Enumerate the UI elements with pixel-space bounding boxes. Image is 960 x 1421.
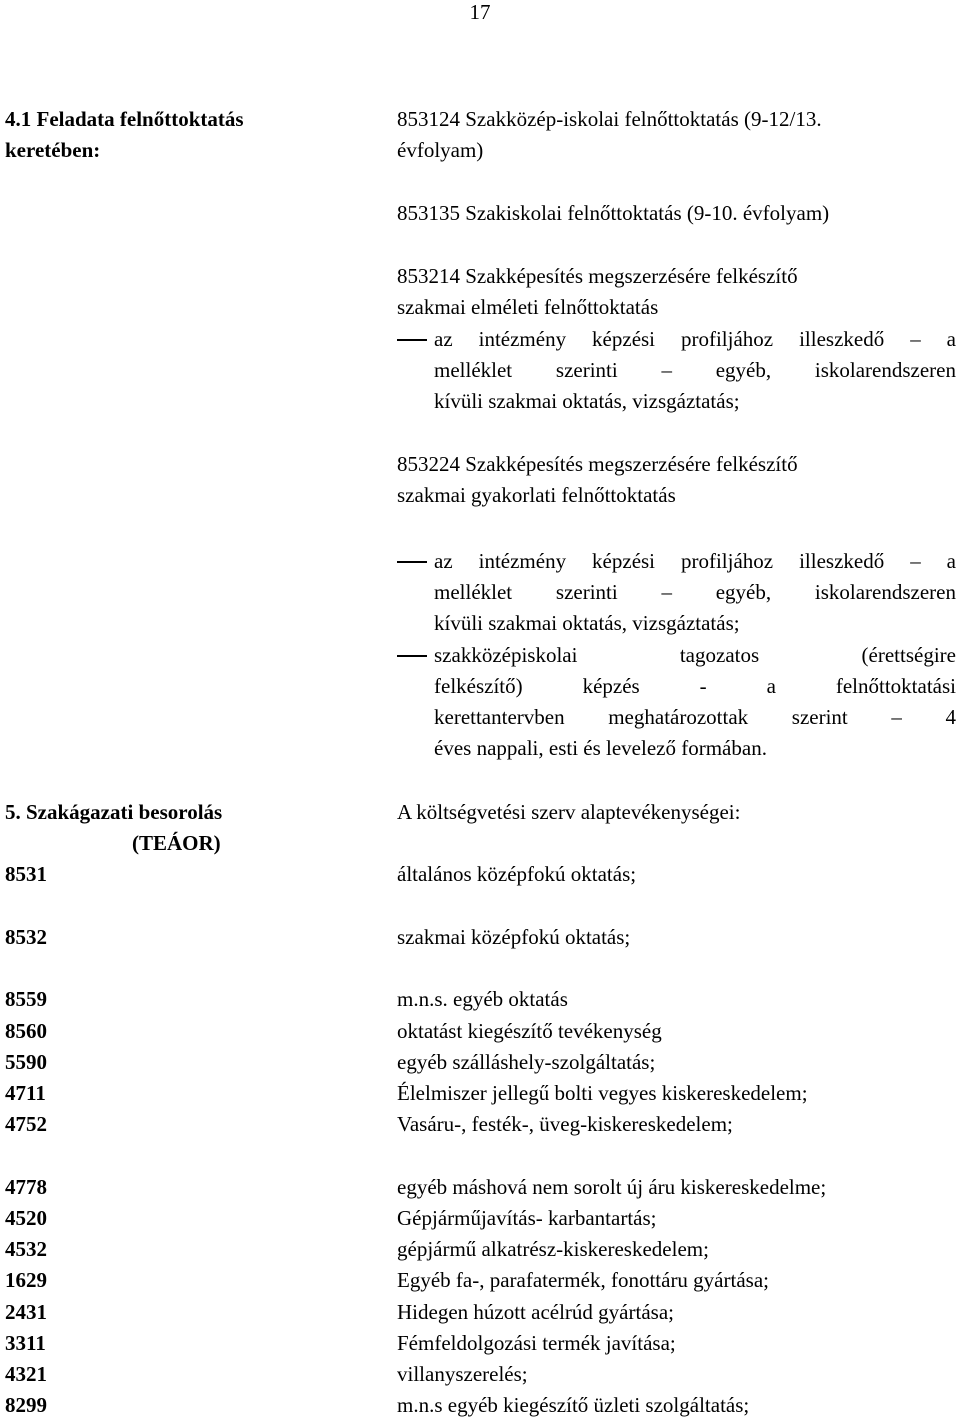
teaor-description: Élelmiszer jellegű bolti vegyes kiskereskedelem; bbox=[397, 1081, 808, 1105]
teaor-description: Fémfeldolgozási termék javítása; bbox=[397, 1331, 676, 1355]
activity-853224-line2: szakmai gyakorlati felnőttoktatás bbox=[397, 483, 676, 507]
table-row bbox=[0, 1172, 960, 1203]
bullet-853224-2 bbox=[397, 640, 957, 764]
section-4-label bbox=[5, 104, 385, 166]
table-row bbox=[0, 859, 960, 890]
bullet-853214-1 bbox=[397, 324, 957, 417]
teaor-description: Vasáru-, festék-, üveg-kiskereskedelem; bbox=[397, 1112, 733, 1136]
teaor-description: gépjármű alkatrész-kiskereskedelem; bbox=[397, 1237, 709, 1261]
table-row bbox=[0, 1109, 960, 1140]
dash-bullet-icon bbox=[397, 561, 427, 563]
teaor-code: 1629 bbox=[5, 1268, 47, 1292]
teaor-description: Egyéb fa-, parafatermék, fonottáru gyártása; bbox=[397, 1268, 769, 1292]
teaor-description: egyéb szálláshely-szolgáltatás; bbox=[397, 1050, 656, 1074]
activity-853124-line2: évfolyam) bbox=[397, 138, 484, 162]
teaor-description: oktatást kiegészítő tevékenység bbox=[397, 1019, 662, 1043]
teaor-description: Gépjárműjavítás- karbantartás; bbox=[397, 1206, 657, 1230]
bullet-line: az intézmény képzési profiljához illeszkedő – a bbox=[434, 549, 956, 573]
section-5-label bbox=[5, 797, 285, 859]
bullet-line: éves nappali, esti és levelező formában. bbox=[434, 736, 767, 760]
section-4-label-line1: 4.1 Feladata felnőttoktatás bbox=[5, 107, 244, 131]
activity-853135: 853135 Szakiskolai felnőttoktatás (9-10. évfolyam) bbox=[397, 201, 830, 225]
teaor-description: szakmai középfokú oktatás; bbox=[397, 925, 631, 949]
bullet-line: melléklet szerinti – egyéb, iskolarendszeren bbox=[434, 580, 956, 604]
teaor-code: 8299 bbox=[5, 1393, 47, 1417]
dash-bullet-icon bbox=[397, 339, 427, 341]
teaor-code: 8531 bbox=[5, 862, 47, 886]
teaor-code: 4532 bbox=[5, 1237, 47, 1261]
teaor-description: m.n.s. egyéb oktatás bbox=[397, 987, 568, 1011]
activity-853224 bbox=[397, 449, 957, 511]
bullet-853224-1 bbox=[397, 546, 957, 639]
activity-853214 bbox=[397, 261, 957, 323]
table-row bbox=[0, 1078, 960, 1109]
table-row bbox=[0, 1265, 960, 1296]
table-row bbox=[0, 1047, 960, 1078]
section-5-label-line2: (TEÁOR) bbox=[132, 831, 221, 855]
section-5-heading: A költségvetési szerv alaptevékenységei: bbox=[397, 800, 741, 824]
bullet-line: az intézmény képzési profiljához illeszkedő – a bbox=[434, 327, 956, 351]
table-row bbox=[0, 1203, 960, 1234]
bullet-line: kívüli szakmai oktatás, vizsgáztatás; bbox=[434, 611, 740, 635]
bullet-line: kerettantervben meghatározottak szerint – 4 bbox=[434, 705, 956, 729]
table-row bbox=[0, 922, 960, 953]
teaor-code: 3311 bbox=[5, 1331, 46, 1355]
teaor-code: 5590 bbox=[5, 1050, 47, 1074]
table-row bbox=[0, 1359, 960, 1390]
teaor-code: 4752 bbox=[5, 1112, 47, 1136]
teaor-code: 8532 bbox=[5, 925, 47, 949]
teaor-code: 4711 bbox=[5, 1081, 46, 1105]
activity-853224-line1: 853224 Szakképesítés megszerzésére felkészítő bbox=[397, 452, 798, 476]
bullet-line: melléklet szerinti – egyéb, iskolarendszeren bbox=[434, 358, 956, 382]
teaor-code: 2431 bbox=[5, 1300, 47, 1324]
teaor-description: m.n.s egyéb kiegészítő üzleti szolgáltatás; bbox=[397, 1393, 750, 1417]
teaor-description: Hidegen húzott acélrúd gyártása; bbox=[397, 1300, 674, 1324]
bullet-line: kívüli szakmai oktatás, vizsgáztatás; bbox=[434, 389, 740, 413]
table-row bbox=[0, 1328, 960, 1359]
activity-853124 bbox=[397, 104, 957, 166]
teaor-code: 4321 bbox=[5, 1362, 47, 1386]
teaor-code: 4778 bbox=[5, 1175, 47, 1199]
activity-853214-line2: szakmai elméleti felnőttoktatás bbox=[397, 295, 659, 319]
section-5-label-line1: 5. Szakágazati besorolás bbox=[5, 800, 223, 824]
teaor-code: 4520 bbox=[5, 1206, 47, 1230]
bullet-line: felkészítő) képzés - a felnőttoktatási bbox=[434, 674, 956, 698]
table-row bbox=[0, 1390, 960, 1421]
page-number: 17 bbox=[469, 0, 491, 24]
section-4-label-line2: keretében: bbox=[5, 138, 101, 162]
teaor-code: 8560 bbox=[5, 1019, 47, 1043]
table-row bbox=[0, 1016, 960, 1047]
teaor-description: egyéb máshová nem sorolt új áru kiskereskedelme; bbox=[397, 1175, 827, 1199]
bullet-line: szakközépiskolai tagozatos (érettségire bbox=[434, 643, 956, 667]
teaor-description: általános középfokú oktatás; bbox=[397, 862, 637, 886]
teaor-code: 8559 bbox=[5, 987, 47, 1011]
teaor-description: villanyszerelés; bbox=[397, 1362, 528, 1386]
table-row bbox=[0, 984, 960, 1015]
table-row bbox=[0, 1297, 960, 1328]
activity-853214-line1: 853214 Szakképesítés megszerzésére felkészítő bbox=[397, 264, 798, 288]
activity-853124-line1: 853124 Szakközép-iskolai felnőttoktatás (9-12/13. bbox=[397, 107, 822, 131]
table-row bbox=[0, 1234, 960, 1265]
dash-bullet-icon bbox=[397, 655, 427, 657]
